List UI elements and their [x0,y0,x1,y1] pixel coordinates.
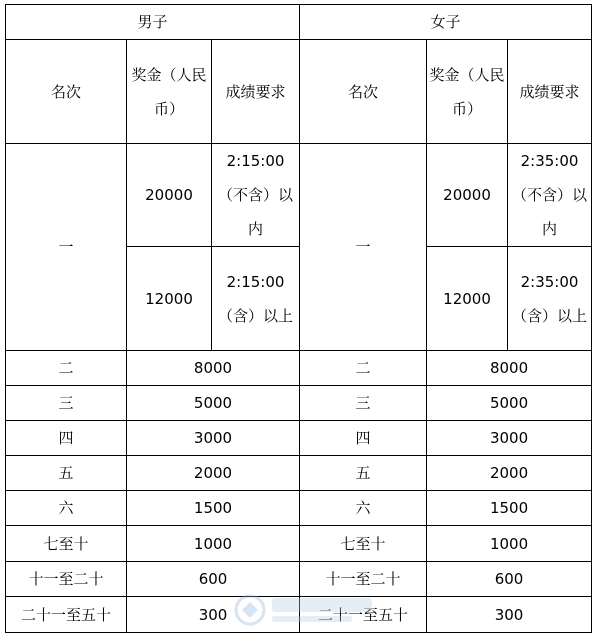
women-prize-cell: 2000 [427,456,592,491]
men-requirement-header: 成绩要求 [212,40,300,144]
women-prize-cell: 1500 [427,491,592,526]
women-rank-cell: 七至十 [300,526,427,562]
women-rank-cell: 五 [300,456,427,491]
women-rank-cell: 十一至二十 [300,562,427,597]
rank-row [6,491,592,526]
rank-row [6,456,592,491]
rank-row [6,597,592,633]
women-rank-header: 名次 [300,40,427,144]
women-prize-header: 奖金（人民币） [427,40,508,144]
women-rank-cell: 三 [300,386,427,421]
men-rank-cell: 三 [6,386,127,421]
women-rank-cell: 二 [300,351,427,386]
men-rank-cell: 二十一至五十 [6,597,127,633]
men-prize-cell: 5000 [127,386,300,421]
men-rank-cell: 六 [6,491,127,526]
men-first-requirement-b: 2:15:00（含）以上 [212,247,300,351]
rank-rows [6,351,592,633]
women-rank-cell: 四 [300,421,427,456]
men-first-requirement-a: 2:15:00（不含）以内 [212,144,300,247]
rank-row [6,421,592,456]
women-first-rank: 一 [300,144,427,351]
men-rank-header: 名次 [6,40,127,144]
men-first-prize-a: 20000 [127,144,212,247]
men-rank-cell: 十一至二十 [6,562,127,597]
rank-row [6,351,592,386]
men-prize-cell: 1000 [127,526,300,562]
women-first-requirement-b: 2:35:00（含）以上 [508,247,592,351]
women-prize-cell: 600 [427,562,592,597]
men-rank-cell: 二 [6,351,127,386]
women-first-prize-a: 20000 [427,144,508,247]
men-group-header: 男子 [6,5,300,40]
women-group-header: 女子 [300,5,592,40]
men-rank-cell: 四 [6,421,127,456]
men-prize-header: 奖金（人民币） [127,40,212,144]
prize-table [5,4,592,633]
women-requirement-header: 成绩要求 [508,40,592,144]
women-prize-cell: 8000 [427,351,592,386]
first-place-row-a [6,144,592,247]
men-prize-cell: 300 [127,597,300,633]
men-prize-cell: 1500 [127,491,300,526]
women-prize-cell: 5000 [427,386,592,421]
women-first-prize-b: 12000 [427,247,508,351]
women-prize-cell: 3000 [427,421,592,456]
rank-row [6,386,592,421]
women-rank-cell: 六 [300,491,427,526]
men-prize-cell: 3000 [127,421,300,456]
men-rank-cell: 五 [6,456,127,491]
rank-row [6,562,592,597]
group-header-row [6,5,592,40]
column-header-row [6,40,592,144]
women-prize-cell: 300 [427,597,592,633]
women-prize-cell: 1000 [427,526,592,562]
women-first-requirement-a: 2:35:00（不含）以内 [508,144,592,247]
men-prize-cell: 2000 [127,456,300,491]
men-first-prize-b: 12000 [127,247,212,351]
men-first-rank: 一 [6,144,127,351]
women-rank-cell: 二十一至五十 [300,597,427,633]
rank-row [6,526,592,562]
men-prize-cell: 8000 [127,351,300,386]
men-rank-cell: 七至十 [6,526,127,562]
men-prize-cell: 600 [127,562,300,597]
